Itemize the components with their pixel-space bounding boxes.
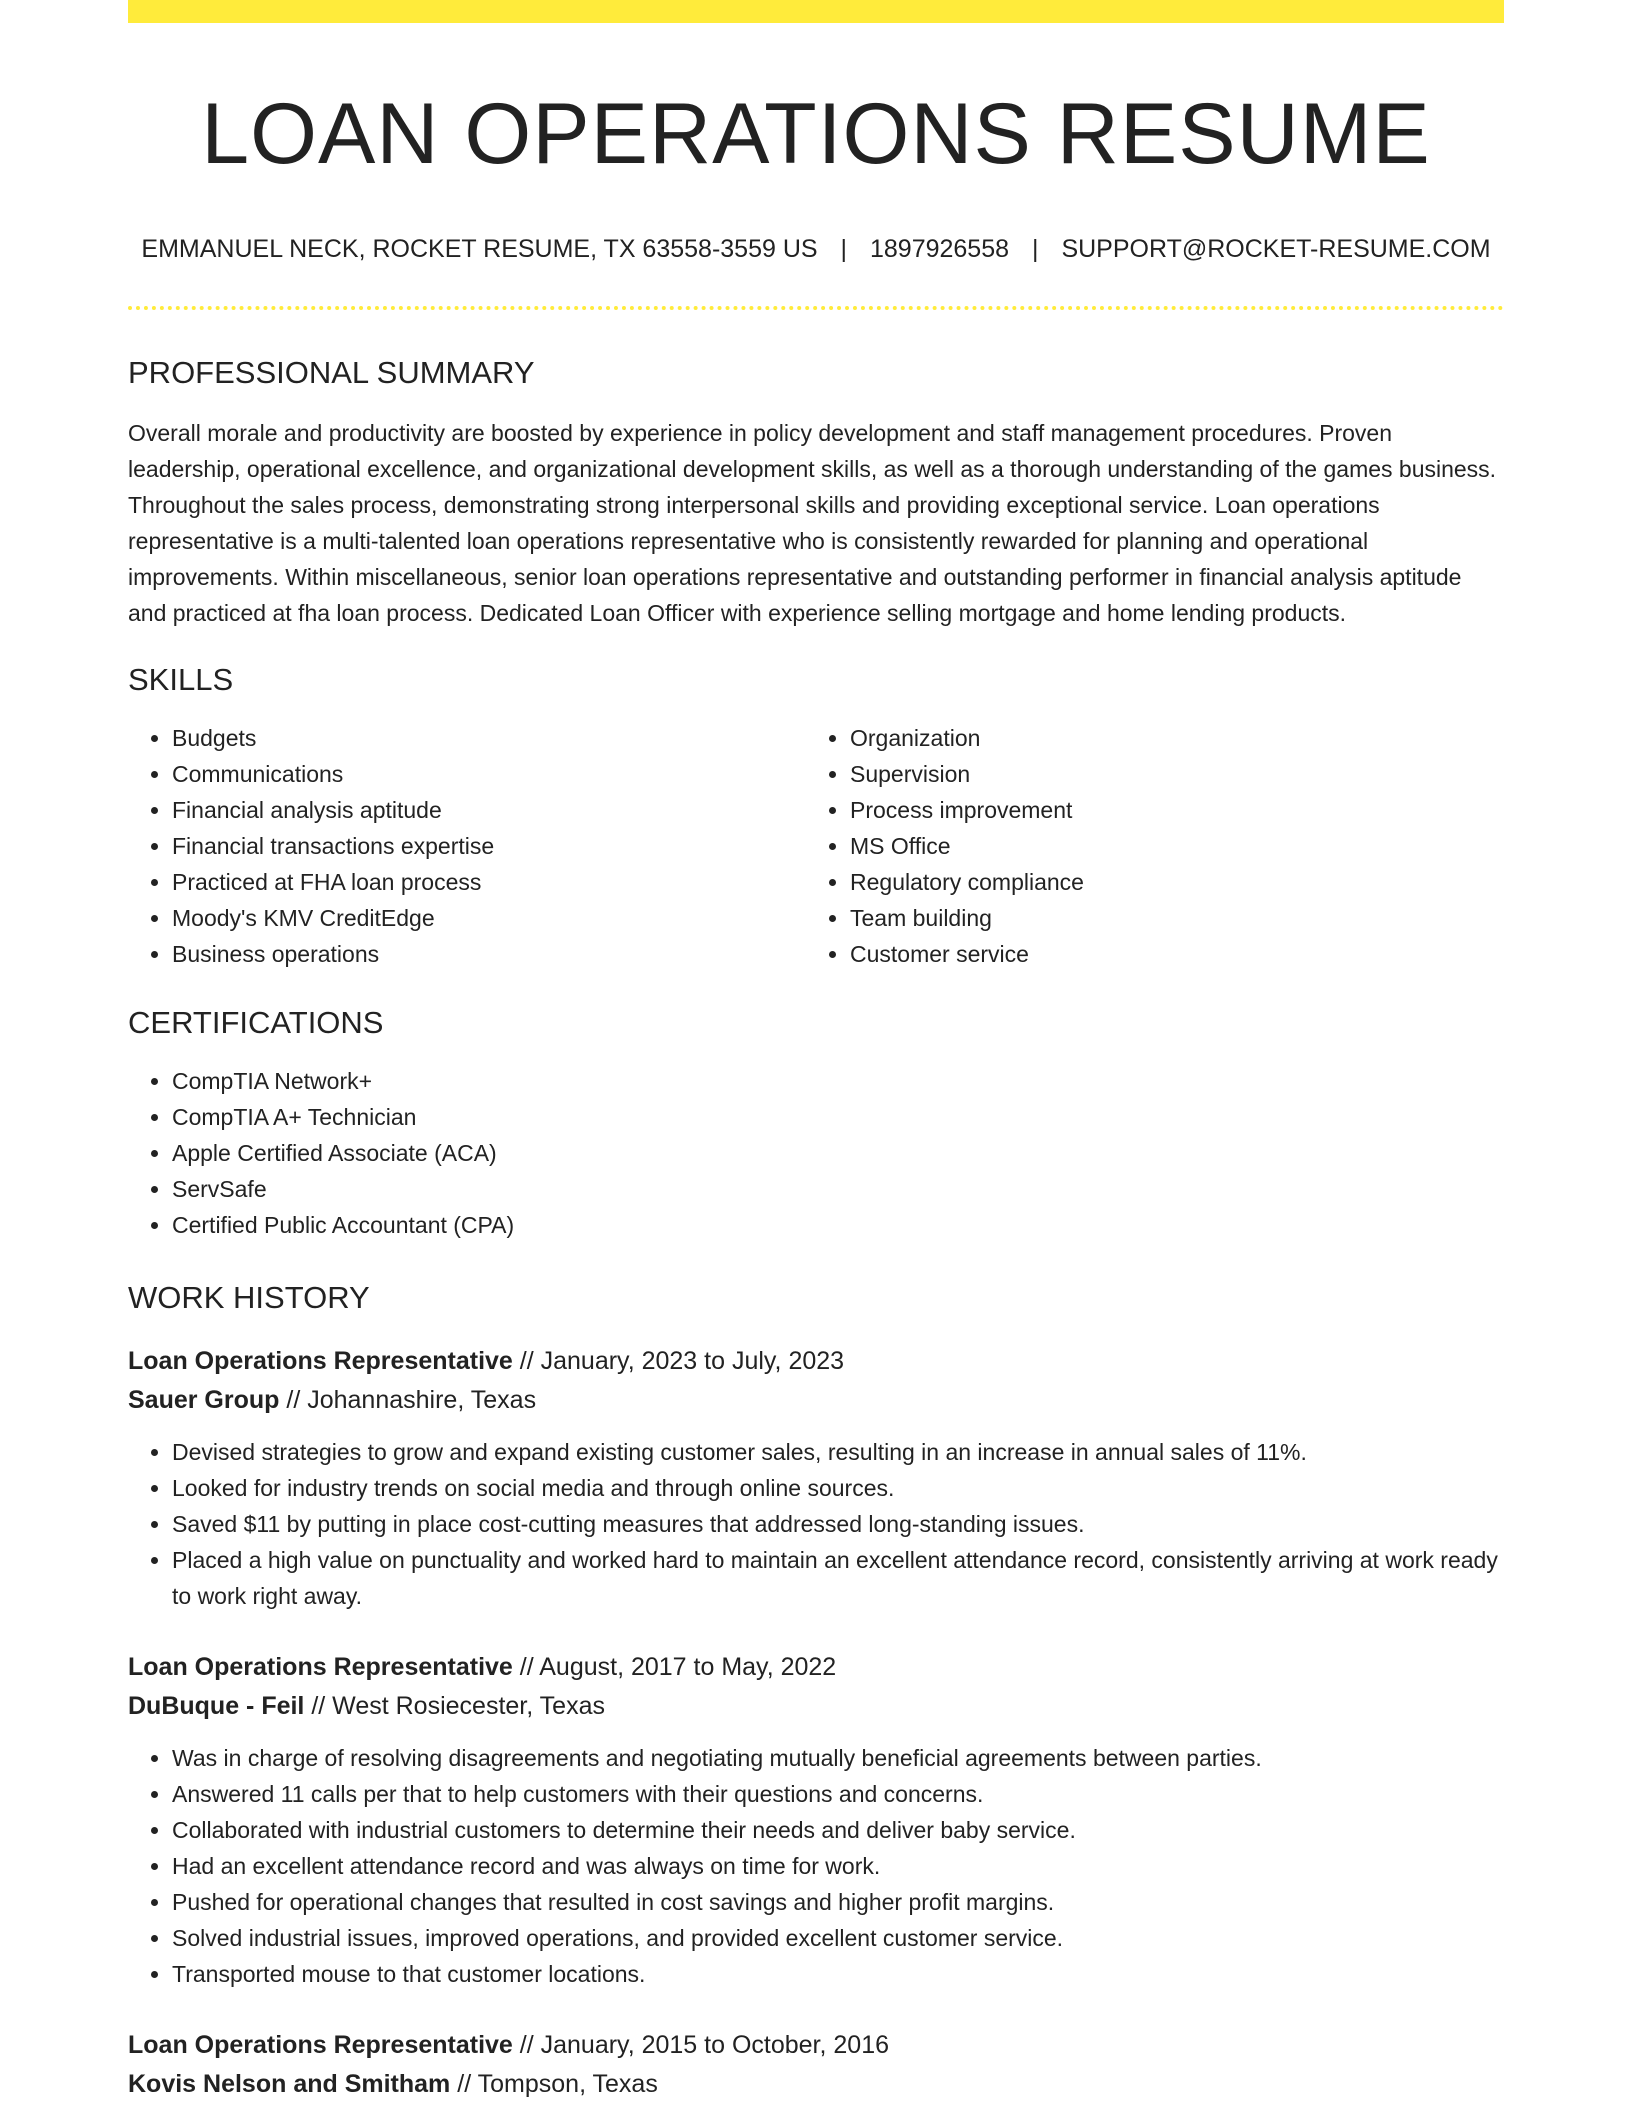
skill-item: • Budgets (172, 720, 806, 756)
summary-heading: PROFESSIONAL SUMMARY (128, 354, 535, 390)
contact-phone: 1897926558 (869, 234, 1010, 263)
certification-item: • CompTIA Network+ (172, 1063, 1504, 1099)
job-company: Kovis Nelson and Smitham (128, 2070, 451, 2099)
skills-list-left (128, 720, 806, 972)
job-bullet: • Had an excellent attendance record and was always on time for work. (172, 1848, 1504, 1884)
accent-bar (128, 0, 1504, 23)
job-dates: // August, 2017 to May, 2022 (519, 1653, 837, 1682)
job-bullet: • Transported mouse to that customer locations. (172, 1956, 1504, 1992)
job-location: // West Rosiecester, Texas (311, 1692, 605, 1721)
job-dates: // January, 2023 to July, 2023 (519, 1347, 845, 1376)
job-bullet: • Devised strategies to grow and expand existing customer sales, resulting in an increase in annual sales of 11%. (172, 1434, 1504, 1470)
skill-item: • Communications (172, 756, 806, 792)
certification-item: • ServSafe (172, 1171, 1504, 1207)
contact-separator: | (840, 234, 848, 263)
job-title: Loan Operations Representative (128, 2031, 513, 2060)
skill-item: • Organization (850, 720, 1484, 756)
skill-item: • Supervision (850, 756, 1484, 792)
job-bullet: • Collaborated with industrial customers to determine their needs and deliver baby service. (172, 1812, 1504, 1848)
skill-item: • Business operations (172, 936, 806, 972)
job-bullet: • Saved $11 by putting in place cost-cutting measures that addressed long-standing issues. (172, 1506, 1504, 1542)
contact-separator: | (1031, 234, 1039, 263)
skill-item: • Regulatory compliance (850, 864, 1484, 900)
work-history-heading: WORK HISTORY (128, 1280, 370, 1316)
skills-heading: SKILLS (128, 661, 234, 697)
job-bullet: • Was in charge of resolving disagreements and negotiating mutually beneficial agreements between parties. (172, 1740, 1504, 1776)
skill-item: • Financial analysis aptitude (172, 792, 806, 828)
job-bullet: • Solved industrial issues, improved operations, and provided excellent customer service. (172, 1920, 1504, 1956)
summary-text: Overall morale and productivity are boosted by experience in policy development and staff management procedures. Proven leadership, operational excellence, and organizational development skills, as well as a thorough understanding of the games business. Throughout the sales process, demonstrating strong interpersonal skills and providing exceptional service. Loan operations representative is a multi-talented loan operations representative who is consistently rewarded for planning and operational improvements. Within miscellaneous, senior loan operations representative and outstanding performer in financial analysis aptitude and practiced at fha loan process. Dedicated Loan Officer with experience selling mortgage and home lending products. (128, 419, 1497, 626)
certification-item: • Apple Certified Associate (ACA) (172, 1135, 1504, 1171)
job-bullet: • Placed a high value on punctuality and worked hard to maintain an excellent attendance record, consistently arriving at work ready to work right away. (172, 1542, 1504, 1614)
contact-line (128, 234, 1504, 264)
job-bullet: • Pushed for operational changes that resulted in cost savings and higher profit margins. (172, 1884, 1504, 1920)
job-location: // Tompson, Texas (457, 2070, 658, 2099)
resume-title: LOAN OPERATIONS RESUME (201, 86, 1431, 182)
job-title: Loan Operations Representative (128, 1653, 513, 1682)
contact-email: SUPPORT@ROCKET-RESUME.COM (1061, 234, 1491, 263)
certification-item: • CompTIA A+ Technician (172, 1099, 1504, 1135)
job-company-line (128, 2065, 1504, 2104)
job-title-line (128, 1648, 1504, 1687)
job-entry (128, 1342, 1504, 1614)
job-title-line (128, 2026, 1504, 2065)
skills-list-right (806, 720, 1484, 972)
job-bullets (128, 1740, 1504, 1992)
skill-item: • Process improvement (850, 792, 1484, 828)
skills-columns (128, 720, 1504, 972)
skill-item: • Moody's KMV CreditEdge (172, 900, 806, 936)
job-bullet: • Looked for industry trends on social media and through online sources. (172, 1470, 1504, 1506)
skill-item: • Financial transactions expertise (172, 828, 806, 864)
dotted-divider (128, 306, 1504, 310)
job-title: Loan Operations Representative (128, 1347, 513, 1376)
resume-page (128, 0, 1504, 2104)
certifications-list (128, 1063, 1504, 1243)
job-location: // Johannashire, Texas (286, 1386, 537, 1415)
job-company-line (128, 1687, 1504, 1726)
job-dates: // January, 2015 to October, 2016 (519, 2031, 890, 2060)
skill-item: • Practiced at FHA loan process (172, 864, 806, 900)
certifications-heading: CERTIFICATIONS (128, 1004, 384, 1040)
skill-item: • Team building (850, 900, 1484, 936)
job-company: DuBuque - Feil (128, 1692, 305, 1721)
job-company-line (128, 1381, 1504, 1420)
job-entry (128, 1648, 1504, 1992)
job-title-line (128, 1342, 1504, 1381)
job-bullet: • Answered 11 calls per that to help customers with their questions and concerns. (172, 1776, 1504, 1812)
contact-address: EMMANUEL NECK, ROCKET RESUME, TX 63558-3559 US (141, 234, 818, 263)
job-company: Sauer Group (128, 1386, 280, 1415)
job-entry (128, 2026, 1504, 2104)
job-bullets (128, 1434, 1504, 1614)
skill-item: • MS Office (850, 828, 1484, 864)
skill-item: • Customer service (850, 936, 1484, 972)
certification-item: • Certified Public Accountant (CPA) (172, 1207, 1504, 1243)
